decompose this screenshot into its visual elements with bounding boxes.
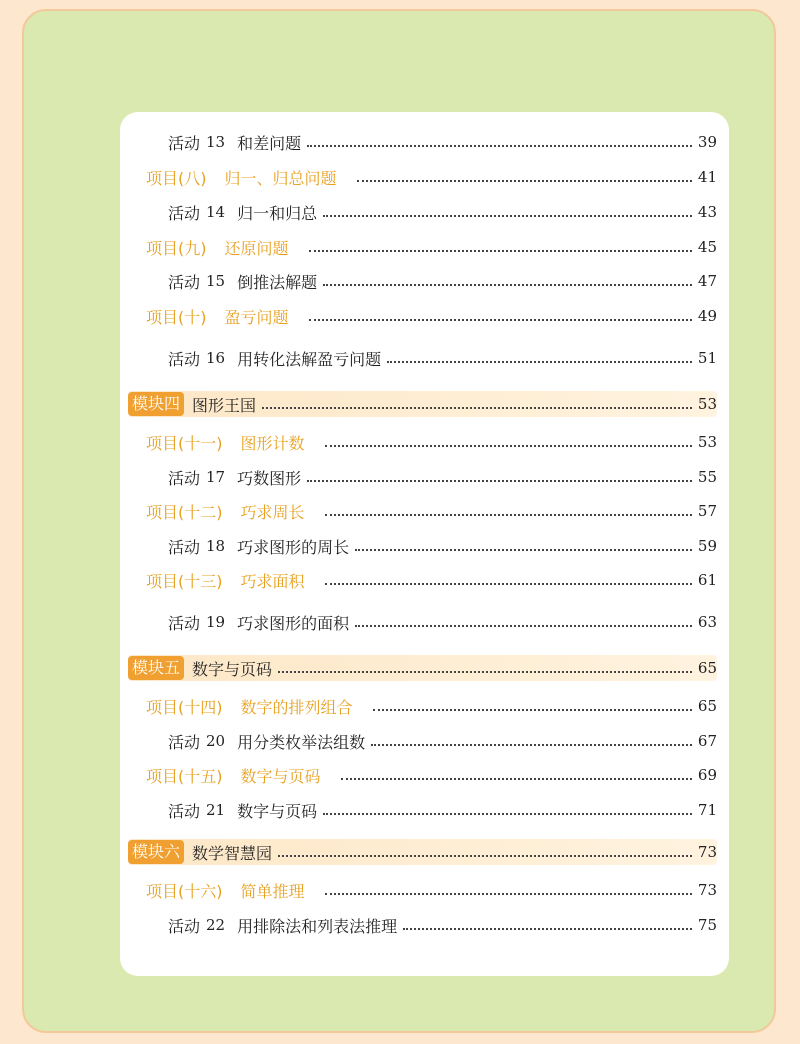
activity-label: 活动 — [168, 916, 201, 936]
activity-entry[interactable] — [168, 609, 717, 635]
module-badge: 模块五 — [128, 656, 184, 680]
page-number: 71 — [697, 801, 717, 819]
page-number: 49 — [697, 307, 717, 325]
project-entry[interactable] — [146, 498, 717, 524]
page-frame — [22, 9, 776, 1033]
entry-title: 巧求周长 — [240, 502, 305, 522]
activity-label: 活动 — [168, 732, 201, 752]
activity-label: 活动 — [168, 272, 201, 292]
project-entry[interactable] — [146, 303, 717, 329]
page-number: 75 — [697, 916, 717, 934]
activity-label: 活动 — [168, 203, 201, 223]
activity-number: 15 — [206, 272, 226, 290]
page-number: 53 — [697, 433, 717, 451]
activity-number: 14 — [206, 203, 226, 221]
dot-leader — [403, 927, 692, 930]
entry-title: 数字与页码 — [192, 659, 273, 679]
dot-leader — [309, 249, 692, 252]
page-number: 45 — [697, 238, 717, 256]
entry-title: 数学智慧园 — [192, 843, 273, 863]
dot-leader — [355, 624, 692, 627]
project-label: 项目(十六) — [146, 881, 223, 901]
entry-title: 用分类枚举法组数 — [237, 732, 366, 752]
project-label: 项目(十一) — [146, 433, 223, 453]
entry-title: 盈亏问题 — [224, 307, 289, 327]
dot-leader — [341, 777, 692, 780]
dot-leader — [387, 360, 692, 363]
page-number: 73 — [697, 881, 717, 899]
entry-title: 倒推法解题 — [237, 272, 318, 292]
entry-title: 用转化法解盈亏问题 — [237, 349, 382, 369]
module-entry[interactable] — [128, 655, 717, 681]
activity-entry[interactable] — [168, 345, 717, 371]
page-number: 39 — [697, 133, 717, 151]
table-of-contents — [120, 112, 729, 976]
project-entry[interactable] — [146, 429, 717, 455]
entry-title: 图形计数 — [240, 433, 305, 453]
project-label: 项目(十三) — [146, 571, 223, 591]
activity-label: 活动 — [168, 133, 201, 153]
project-entry[interactable] — [146, 567, 717, 593]
entry-title: 归一、归总问题 — [224, 168, 337, 188]
project-label: 项目(十四) — [146, 697, 223, 717]
page-number: 63 — [697, 613, 717, 631]
activity-entry[interactable] — [168, 728, 717, 754]
entry-title: 简单推理 — [240, 881, 305, 901]
dot-leader — [278, 854, 692, 857]
activity-number: 20 — [206, 732, 226, 750]
entry-title: 巧求图形的周长 — [237, 537, 350, 557]
project-label: 项目(十二) — [146, 502, 223, 522]
page-number: 51 — [697, 349, 717, 367]
project-entry[interactable] — [146, 164, 717, 190]
project-label: 项目(十五) — [146, 766, 223, 786]
activity-entry[interactable] — [168, 797, 717, 823]
project-label: 项目(九) — [146, 238, 207, 258]
page-number: 69 — [697, 766, 717, 784]
entry-title: 数字的排列组合 — [240, 697, 353, 717]
activity-entry[interactable] — [168, 464, 717, 490]
entry-title: 用排除法和列表法推理 — [237, 916, 398, 936]
page-number: 73 — [697, 843, 717, 861]
activity-entry[interactable] — [168, 533, 717, 559]
dot-leader — [309, 318, 692, 321]
activity-entry[interactable] — [168, 129, 717, 155]
dot-leader — [373, 708, 692, 711]
toc-card — [120, 112, 729, 976]
activity-label: 活动 — [168, 468, 201, 488]
module-entry[interactable] — [128, 839, 717, 865]
entry-title: 数字与页码 — [237, 801, 318, 821]
activity-number: 18 — [206, 537, 226, 555]
entry-title: 图形王国 — [192, 395, 257, 415]
dot-leader — [323, 283, 692, 286]
activity-number: 16 — [206, 349, 226, 367]
page-number: 61 — [697, 571, 717, 589]
activity-label: 活动 — [168, 537, 201, 557]
dot-leader — [325, 582, 692, 585]
page-number: 65 — [697, 659, 717, 677]
page-number: 43 — [697, 203, 717, 221]
dot-leader — [307, 479, 692, 482]
dot-leader — [371, 743, 692, 746]
project-entry[interactable] — [146, 234, 717, 260]
activity-number: 22 — [206, 916, 226, 934]
dot-leader — [323, 214, 692, 217]
activity-number: 17 — [206, 468, 226, 486]
page-number: 67 — [697, 732, 717, 750]
page-number: 53 — [697, 395, 717, 413]
dot-leader — [307, 144, 692, 147]
activity-number: 21 — [206, 801, 226, 819]
page-number: 59 — [697, 537, 717, 555]
entry-title: 和差问题 — [237, 133, 302, 153]
activity-label: 活动 — [168, 349, 201, 369]
activity-label: 活动 — [168, 613, 201, 633]
activity-number: 19 — [206, 613, 226, 631]
activity-number: 13 — [206, 133, 226, 151]
entry-title: 数字与页码 — [240, 766, 321, 786]
module-entry[interactable] — [128, 391, 717, 417]
dot-leader — [357, 179, 692, 182]
project-label: 项目(八) — [146, 168, 207, 188]
entry-title: 归一和归总 — [237, 203, 318, 223]
entry-title: 还原问题 — [224, 238, 289, 258]
page-number: 57 — [697, 502, 717, 520]
page-number: 41 — [697, 168, 717, 186]
project-entry[interactable] — [146, 877, 717, 903]
entry-title: 巧求面积 — [240, 571, 305, 591]
project-label: 项目(十) — [146, 307, 207, 327]
activity-entry[interactable] — [168, 199, 717, 225]
page-number: 47 — [697, 272, 717, 290]
entry-title: 巧求图形的面积 — [237, 613, 350, 633]
project-entry[interactable] — [146, 693, 717, 719]
module-badge: 模块四 — [128, 392, 184, 416]
activity-entry[interactable] — [168, 912, 717, 938]
activity-entry[interactable] — [168, 268, 717, 294]
dot-leader — [325, 513, 692, 516]
dot-leader — [355, 548, 692, 551]
page-number: 65 — [697, 697, 717, 715]
dot-leader — [325, 892, 692, 895]
page-number: 55 — [697, 468, 717, 486]
dot-leader — [323, 812, 692, 815]
dot-leader — [325, 444, 692, 447]
dot-leader — [262, 406, 692, 409]
activity-label: 活动 — [168, 801, 201, 821]
module-badge: 模块六 — [128, 840, 184, 864]
entry-title: 巧数图形 — [237, 468, 302, 488]
dot-leader — [278, 670, 692, 673]
project-entry[interactable] — [146, 762, 717, 788]
